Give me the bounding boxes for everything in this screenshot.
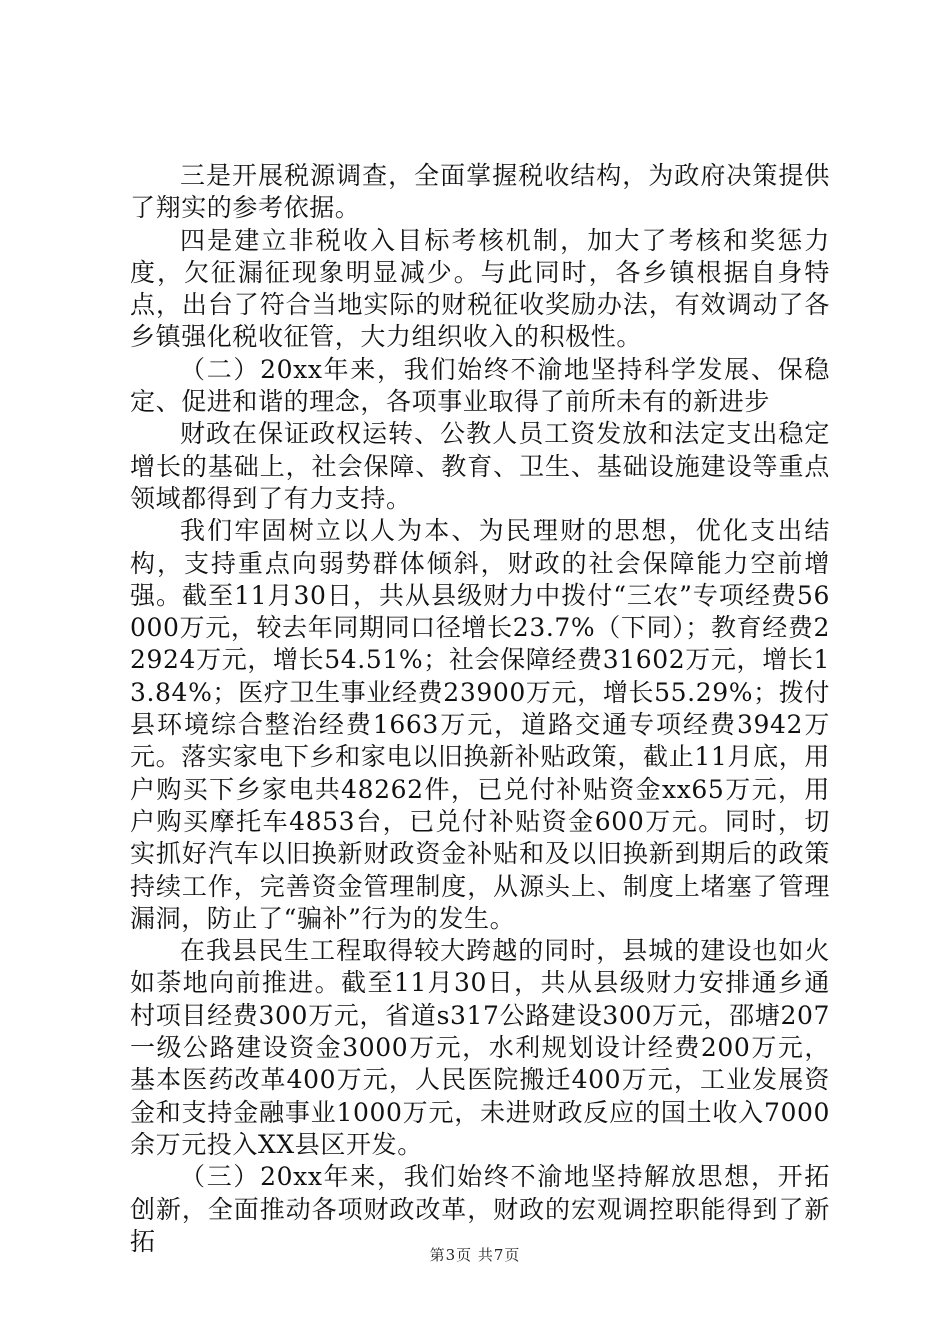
paragraph-non-tax-assessment: 四是建立非税收入目标考核机制，加大了考核和奖惩力度，欠征漏征现象明显减少。与此同时，各乡镇根据自身特点，出台了符合当地实际的财税征收奖励办法，有效调动了各乡镇强化税收征管，大力组织收入的积极性。 (130, 225, 830, 352)
paragraph-social-security: 我们牢固树立以人为本、为民理财的思想，优化支出结构，支持重点向弱势群体倾斜，财政的社会保障能力空前增强。截至11月30日，共从县级财力中拨付“三农”专项经费56000万元，较去年同期同口径增长23.7%（下同）；教育经费22924万元，增长54.51%；社会保障经费31602万元，增长13.84%；医疗卫生事业经费23900万元，增长55.29%；拨付县环境综合整治经费1663万元，道路交通专项经费3942万元。落实家电下乡和家电以旧换新补贴政策，截止11月底，用户购买下乡家电共48262件，已兑付补贴资金xx65万元，用户购买摩托车4853台，已兑付补贴资金600万元。同时，切实抓好汽车以旧换新财政资金补贴和及以旧换新到期后的政策持续工作，完善资金管理制度，从源头上、制度上堵塞了管理漏洞，防止了“骗补”行为的发生。 (130, 516, 830, 933)
document-body (130, 160, 830, 1258)
section-heading-2: （二）20xx年来，我们始终不渝地坚持科学发展、保稳定、促进和谐的理念，各项事业取得了前所未有的新进步 (130, 354, 830, 417)
paragraph-fiscal-support: 财政在保证政权运转、公教人员工资发放和法定支出稳定增长的基础上，社会保障、教育、卫生、基础设施建设等重点领域都得到了有力支持。 (130, 419, 830, 513)
paragraph-tax-source-survey: 三是开展税源调查，全面掌握税收结构，为政府决策提供了翔实的参考依据。 (130, 161, 830, 223)
paragraph-county-construction: 在我县民生工程取得较大跨越的同时，县城的建设也如火如荼地向前推进。截至11月30日，共从县级财力安排通乡通村项目经费300万元，省道s317公路建设300万元，邵塘207一级公路建设资金3000万元，水利规划设计经费200万元，基本医药改革400万元，人民医院搬迁400万元，工业发展资金和支持金融事业1000万元，未进财政反应的国土收入7000余万元投入XX县区开发。 (130, 936, 830, 1159)
page-footer: 第3页 共7页 (429, 1246, 521, 1264)
section-heading-3: （三）20xx年来，我们始终不渝地坚持解放思想，开拓创新，全面推动各项财政改革，财政的宏观调控职能得到了新拓 (130, 1162, 830, 1256)
